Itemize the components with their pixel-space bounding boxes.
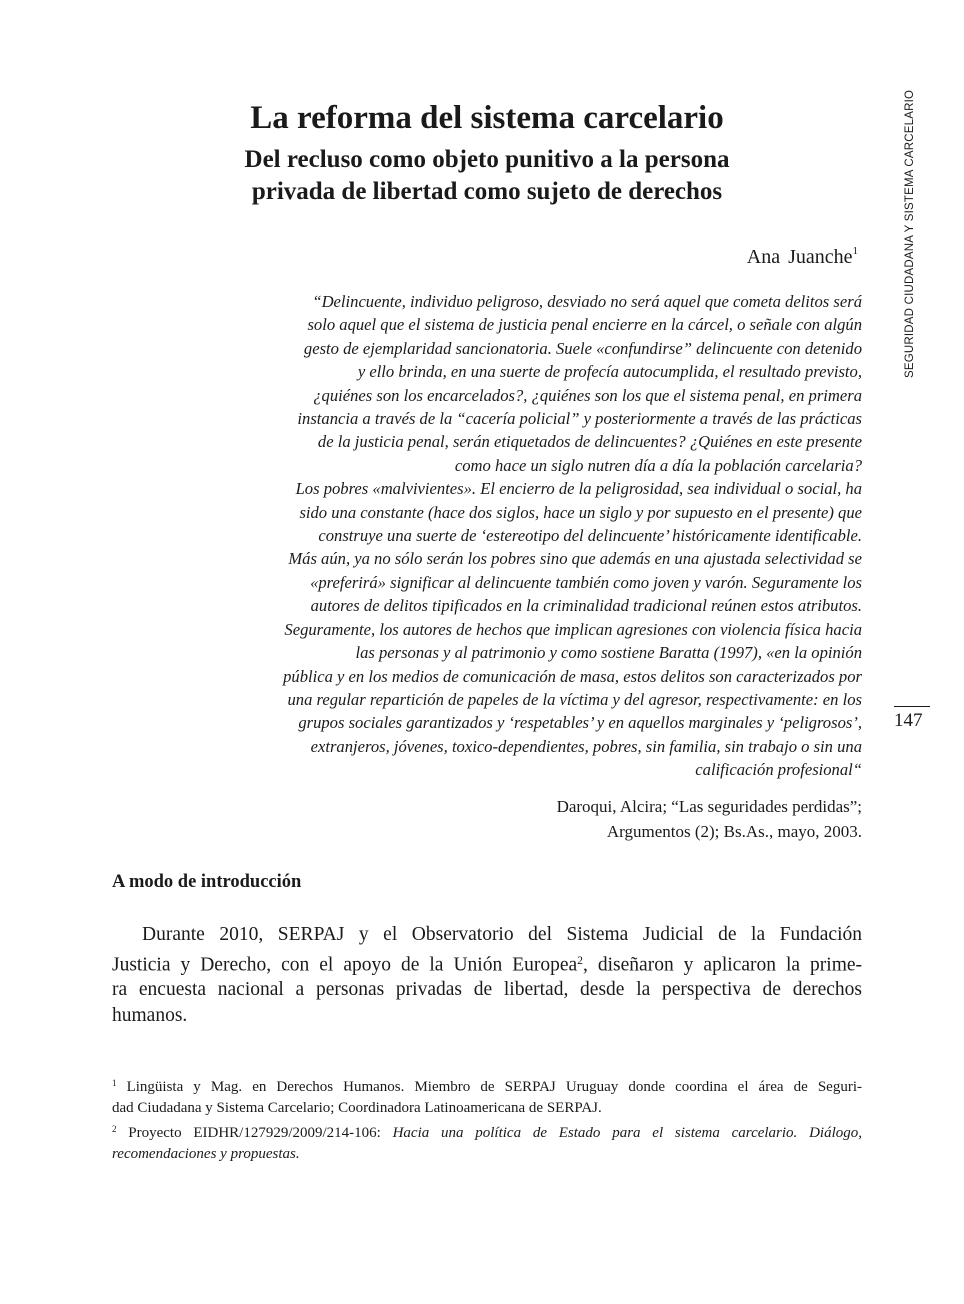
- epigraph-line: grupos sociales garantizados y ‘respetables’ y en aquellos marginales y ‘peligrosos’,: [298, 713, 862, 733]
- article-subtitle: [112, 144, 862, 208]
- epigraph-line: pública y en los medios de comunicación de masa, estos delitos son caracterizados por: [283, 666, 862, 686]
- footnote-1: [112, 1073, 862, 1098]
- epigraph-line: de la justicia penal, serán etiquetados de delincuentes? ¿Quiénes en este presente: [317, 432, 862, 452]
- paragraph-line: ra encuesta nacional a personas privadas de libertad, desde la perspectiva de derechos: [112, 979, 862, 1001]
- article-title: La reforma del sistema carcelario: [250, 100, 724, 136]
- epigraph-line: sido una constante (hace dos siglos, hace un siglo y por supuesto en el presente) que: [299, 502, 862, 522]
- subtitle-line: Del recluso como objeto punitivo a la persona: [244, 146, 730, 173]
- footnote-1-cont: dad Ciudadana y Sistema Carcelario; Coordinadora Latinoamericana de SERPAJ.: [112, 1099, 602, 1116]
- epigraph-line: solo aquel que el sistema de justicia penal encierre en la cárcel, o señale con algún: [307, 315, 862, 335]
- epigraph-line: una regular repartición de papeles de la víctima y del agresor, respectivamente: en los: [287, 689, 862, 709]
- epigraph-line: extranjeros, jóvenes, toxico-dependientes, pobres, sin familia, sin trabajo o sin una: [310, 736, 862, 756]
- epigraph-line: Más aún, ya no sólo serán los pobres sino que además en una ajustada selectividad se: [288, 549, 862, 569]
- footnote-number: 1: [112, 1078, 117, 1088]
- epigraph-line: ¿quiénes son los encarcelados?, ¿quiénes son los que el sistema penal, en primera: [313, 385, 862, 405]
- citation-line: Argumentos (2); Bs.As., mayo, 2003.: [606, 822, 862, 841]
- epigraph-line: autores de delitos tipificados en la criminalidad tradicional reúnen estos atributos.: [310, 596, 862, 616]
- epigraph-line: y ello brinda, en una suerte de profecía autocumplida, el resultado previsto,: [357, 362, 862, 382]
- footnote-italic-text: Hacia una política de Estado para el sistema carcelario. Diálogo,: [392, 1124, 862, 1141]
- epigraph-line: «preferirá» significar al delincuente también como joven y varón. Seguramente los: [310, 572, 862, 592]
- paragraph-line: humanos.: [112, 1004, 188, 1026]
- footnote-text: Proyecto EIDHR/127929/2009/214-106:: [116, 1124, 393, 1141]
- footnote-number: 2: [112, 1123, 117, 1134]
- section-heading: A modo de introducción: [112, 872, 302, 892]
- footnote-italic-text: recomendaciones y propuestas.: [112, 1145, 300, 1162]
- footnote-ref[interactable]: 1: [852, 245, 858, 257]
- epigraph-quote: [260, 290, 862, 782]
- epigraph-line: construye una suerte de ‘estereotipo del delincuente’ históricamente identificable.: [318, 526, 862, 546]
- author-text: Ana Juanche: [746, 246, 853, 268]
- footnote-2-cont: [112, 1144, 862, 1165]
- epigraph-line: Seguramente, los autores de hechos que implican agresiones con violencia física hacia: [284, 619, 862, 639]
- footnote-2: [112, 1119, 862, 1144]
- epigraph-line: como hace un siglo nutren día a día la población carcelaria?: [454, 455, 862, 475]
- footnote-text: Lingüista y Mag. en Derechos Humanos. Miembro de SERPAJ Uruguay donde coordina el área de Seguri-: [116, 1078, 862, 1095]
- paragraph-text: , diseñaron y aplicaron la prime-: [583, 953, 863, 975]
- epigraph-line: Los pobres «malvivientes». El encierro de la peligrosidad, sea individual o social, ha: [295, 479, 862, 499]
- epigraph-line: gesto de ejemplaridad sancionatoria. Suele «confundirse” delincuente con detenido: [303, 338, 862, 358]
- paragraph-text: Justicia y Derecho, con el apoyo de la Unión Europea: [112, 953, 578, 975]
- footnote-ref[interactable]: 2: [577, 953, 584, 967]
- footnotes: [112, 1073, 862, 1165]
- subtitle-line: privada de libertad como sujeto de derechos: [251, 178, 723, 205]
- epigraph-line: instancia a través de la “cacería policial” y posteriormente a través de las prácticas: [297, 409, 862, 429]
- paragraph-line: [112, 948, 862, 978]
- citation-line: Daroqui, Alcira; “Las seguridades perdidas”;: [556, 797, 862, 816]
- running-head: SEGURIDAD CIUDADANA Y SISTEMA CARCELARIO: [904, 89, 916, 378]
- paragraph-line: Durante 2010, SERPAJ y el Observatorio del Sistema Judicial de la Fundación: [142, 924, 862, 945]
- epigraph-line: calificación profesional“: [695, 760, 862, 780]
- epigraph-line: las personas y al patrimonio y como sostiene Baratta (1997), «en la opinión: [355, 643, 862, 663]
- page-number: 147: [894, 706, 930, 733]
- epigraph-line: “Delincuente, individuo peligroso, desviado no será aquel que cometa delitos será: [312, 292, 862, 311]
- author-name: [747, 238, 858, 270]
- body-paragraph: [112, 922, 862, 1028]
- epigraph-citation: [557, 794, 862, 844]
